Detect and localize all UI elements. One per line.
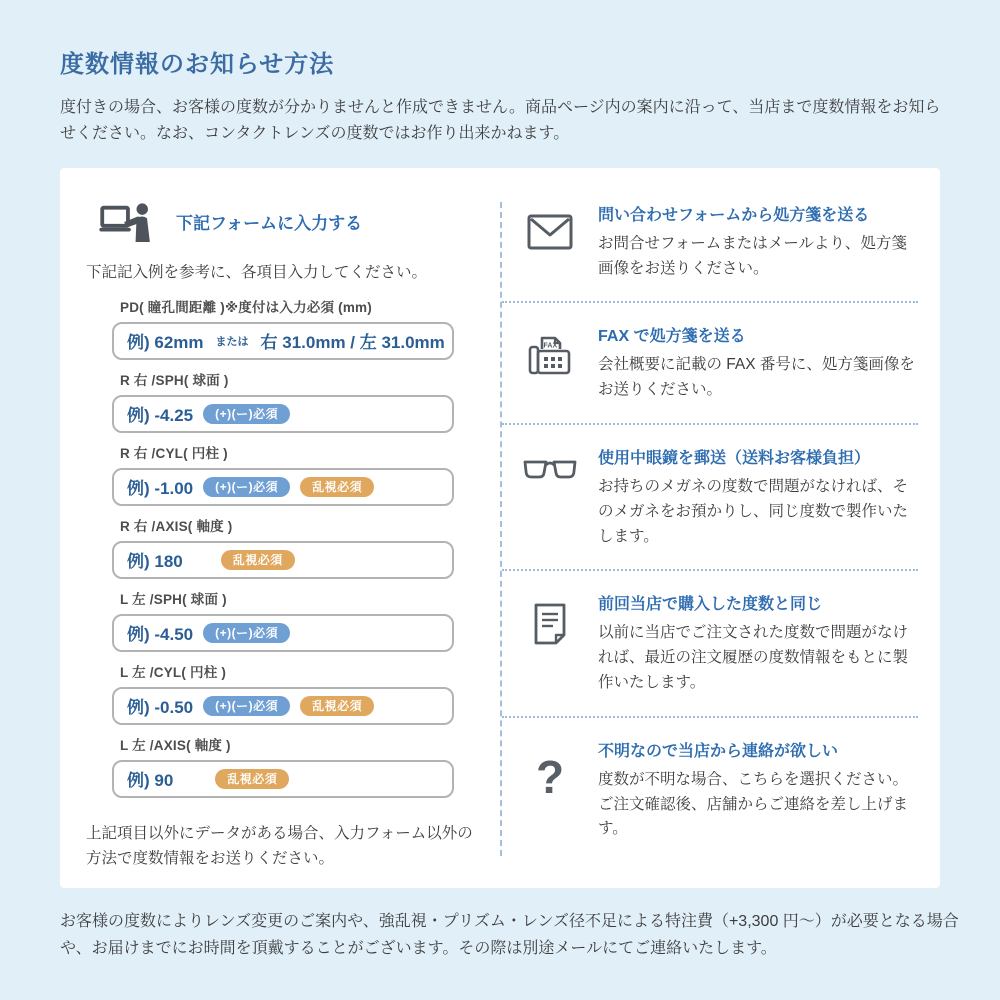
form-heading: 下記フォームに入力する [176, 214, 363, 234]
envelope-icon [502, 202, 598, 282]
field-alt-example: 右 31.0mm / 左 31.0mm [260, 333, 445, 353]
field-example: 例) 90 [127, 771, 174, 791]
field-example: 例) -0.50 [127, 698, 194, 718]
method-title: 問い合わせフォームから処方箋を送る [598, 206, 870, 224]
field-example: 例) 180 [127, 552, 183, 572]
page-title: 度数情報のお知らせ方法 [60, 51, 335, 78]
glasses-icon [502, 445, 598, 549]
method-item-previous-order [502, 571, 918, 717]
field-label-l-sph: L 左 /SPH( 球面 ) [120, 591, 227, 607]
astigmatism-required-badge: 乱視必須 [221, 550, 295, 570]
field-or-text: または [215, 335, 249, 348]
method-body: お持ちのメガネの度数で問題がなければ、そのメガネをお預かりし、同じ度数で製作いたします。 [598, 477, 909, 545]
field-example: 例) -4.50 [127, 625, 194, 645]
page-footer-note: お客様の度数によりレンズ変更のご案内や、強乱視・プリズム・レンズ径不足による特注費（+3,300 円〜）が必要となる場合や、お届けまでにお時間を頂戴することがございます。その際は別途メールにてご連絡いたします。 [60, 912, 959, 957]
field-label-l-cyl: L 左 /CYL( 円柱 ) [120, 664, 227, 680]
person-at-laptop-icon [98, 202, 156, 242]
method-body: 以前に当店でご注文された度数で問題がなければ、最近の注文履歴の度数情報をもとに製作いたします。 [598, 624, 909, 691]
method-item-mail-glasses [502, 425, 918, 571]
form-column [60, 168, 500, 888]
plus-minus-required-badge: (+)(ー)必須 [203, 623, 290, 643]
form-fields [112, 296, 454, 798]
field-label-l-axis: L 左 /AXIS( 軸度 ) [120, 737, 231, 753]
field-label-r-axis: R 右 /AXIS( 軸度 ) [120, 518, 233, 534]
field-label-r-cyl: R 右 /CYL( 円柱 ) [120, 445, 228, 461]
form-note: 上記項目以外にデータがある場合、入力フォーム以外の方法で度数情報をお送りください。 [86, 824, 473, 867]
method-item-unknown [502, 718, 918, 862]
field-box-l-cyl [112, 687, 454, 725]
question-icon: ? [535, 750, 565, 803]
svg-text:FAX: FAX [543, 342, 558, 350]
field-example: 例) 62mm [127, 333, 204, 353]
field-example: 例) -1.00 [127, 479, 194, 499]
info-panel [60, 168, 940, 888]
plus-minus-required-badge: (+)(ー)必須 [203, 404, 290, 424]
field-box-r-cyl [112, 468, 454, 506]
astigmatism-required-badge: 乱視必須 [300, 477, 374, 497]
method-body: お問合せフォームまたはメールより、処方箋画像をお送りください。 [598, 234, 907, 277]
form-subtext: 下記記入例を参考に、各項目入力してください。 [86, 263, 428, 281]
field-label-pd: PD( 瞳孔間距離 )※度付は入力必須 (mm) [120, 299, 372, 315]
fax-icon [502, 323, 598, 403]
page-intro: 度付きの場合、お客様の度数が分かりませんと作成できません。商品ページ内の案内に沿って、当店まで度数情報をお知らせください。なお、コンタクトレンズの度数ではお作り出来かねます。 [60, 99, 941, 143]
method-title: FAX で処方箋を送る [598, 328, 746, 346]
field-box-l-axis [112, 760, 454, 798]
field-label-r-sph: R 右 /SPH( 球面 ) [120, 372, 229, 388]
field-box-l-sph [112, 614, 454, 652]
astigmatism-required-badge: 乱視必須 [215, 769, 289, 789]
method-title: 不明なので当店から連絡が欲しい [598, 742, 839, 760]
form-heading-row [98, 202, 500, 242]
field-example: 例) -4.25 [127, 406, 194, 426]
methods-column [502, 168, 940, 888]
plus-minus-required-badge: (+)(ー)必須 [203, 477, 290, 497]
plus-minus-required-badge: (+)(ー)必須 [203, 696, 290, 716]
method-title: 使用中眼鏡を郵送（送料お客様負担） [598, 449, 871, 467]
astigmatism-required-badge: 乱視必須 [300, 696, 374, 716]
method-title: 前回当店で購入した度数と同じ [598, 596, 823, 614]
document-icon [502, 591, 598, 695]
method-body: 会社概要に記載の FAX 番号に、処方箋画像をお送りください。 [598, 356, 915, 399]
field-box-r-sph [112, 395, 454, 433]
field-box-pd [112, 322, 454, 360]
method-body: 度数が不明な場合、こちらを選択ください。ご注文確認後、店舗からご連絡を差し上げます。 [598, 770, 909, 838]
method-item-contact-form [502, 182, 918, 304]
field-box-r-axis [112, 541, 454, 579]
method-item-fax [502, 303, 918, 425]
